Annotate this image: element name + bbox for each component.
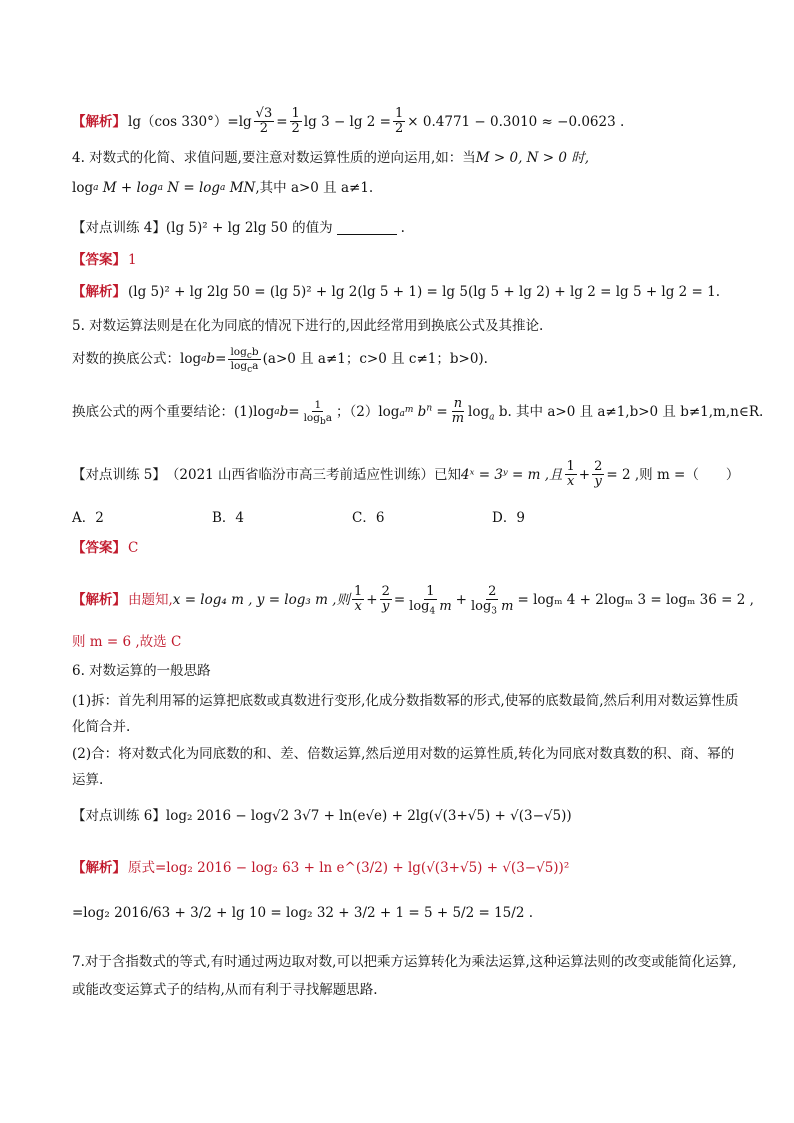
training-6-expr: log₂ 2016 − log√2 3√7 + ln(e√e) + 2lg(√(3+√5) + √(3−√5)) — [165, 808, 572, 824]
training-5-eq: = 2 ,则 m =（ ） — [606, 467, 740, 484]
solution-6-tag: 【解析】 — [72, 860, 126, 876]
section-4-condition: M > 0, N > 0 时, — [475, 150, 590, 166]
training-6 — [72, 808, 744, 824]
option-d: D．9 — [492, 510, 525, 526]
log-text: log — [72, 180, 94, 196]
solution-4-tag: 【解析】 — [72, 284, 126, 300]
formula-part-2: N = log — [167, 180, 221, 196]
solution-6-expr: 原式=log₂ 2016 − log₂ 63 + ln e^(3/2) + lg(√(3+√5) + √(3−√5))² — [128, 860, 570, 876]
training-5: 【对点训练 5】 （2021 山西省临汾市高三考前适应性训练）已知 4ˣ = 3ʸ = m ,且 $\frac{1}{x}$ + $\frac{2}{y}$ = 2 ,则 m =（ ） — [72, 459, 740, 490]
formula-part-3: MN — [229, 180, 256, 196]
fraction-2-over-log3m: $\frac{2}{\log_3 m}$ — [470, 584, 514, 617]
training-4-expr: (lg 5)² + lg 2lg 50 的值为 — [165, 220, 333, 236]
option-c: C．6 — [352, 510, 385, 526]
section-6-item-2: (2)合：将对数式化为同底数的和、差、倍数运算,然后逆用对数的运算性质,转化为同底对数真数的积、商、幂的运算. — [72, 746, 735, 788]
formula-label: 对数的换底公式：log — [72, 351, 202, 368]
fraction-n-over-m: $\frac{n}{m}$ — [451, 396, 465, 427]
training-5-source: （2021 山西省临汾市高三考前适应性训练）已知 — [165, 467, 462, 484]
answer-5-value: C — [128, 540, 139, 556]
formula-note: ,其中 a>0 且 a≠1. — [255, 180, 374, 196]
training-4 — [72, 220, 744, 236]
answer-5 — [72, 540, 744, 556]
answer-4-value: 1 — [128, 252, 137, 268]
section-4-text: 4. 对数式的化简、求值问题,要注意对数运算性质的逆向运用,如：当 — [72, 150, 476, 166]
formula-condition: (a>0 且 a≠1；c>0 且 c≠1；b>0). — [262, 351, 488, 368]
fraction-1-logba: $\frac{1}{\log_ba}$ — [303, 398, 332, 428]
two-conclusions: 换底公式的两个重要结论：(1)log a b = $\frac{1}{\log_ba}$ ；（2）log $a^m$ $b^n$ = $\frac{n}{m}$ $\log_a$ b. 其中 a>0 且 a≠1,b>0 且 b≠1,m,n∈R. — [72, 396, 764, 428]
period: . — [400, 220, 405, 236]
section-4-title — [72, 150, 744, 166]
option-a: A．2 — [72, 510, 104, 526]
solution-4 — [72, 284, 744, 300]
solution-5: 【解析】 由题知, x = log₄ m , y = log₃ m ,则 $\frac{1}{x}$ + $\frac{2}{y}$ = $\frac{1}{\log_4 m}$ + $\frac{2}{\log_3 m}$ = logₘ 4 + 2logₘ 3 = logₘ 36 = 2 , — [72, 584, 754, 617]
conclusion-mid: ；（2）log — [336, 404, 400, 421]
fraction-2-over-y: $\frac{2}{y}$ — [594, 459, 603, 490]
change-of-base-formula: 对数的换底公式：log a b = $\frac{\log_cb}{\log_ca}$ (a>0 且 a≠1；c>0 且 c≠1；b>0). — [72, 346, 488, 375]
fraction-1-over-x: $\frac{1}{x}$ — [566, 459, 575, 490]
fraction-half: $\frac{1}{2}$ — [291, 106, 300, 137]
conclusion-label: 换底公式的两个重要结论：(1)log — [72, 404, 275, 421]
section-7-text: 7.对于含指数式的等式,有时通过两边取对数,可以把乘方运算转化为乘法运算,这种运算法则的改变或能简化运算,或能改变运算式子的结构,从而有利于寻找解题思路. — [72, 954, 737, 998]
training-4-tag: 【对点训练 4】 — [72, 220, 166, 236]
section-4-formula: log a M + log a N = log a MN ,其中 a>0 且 a≠1. — [72, 180, 374, 196]
solution-line-1 — [72, 107, 744, 137]
training-5-expr: 4ˣ = 3ʸ = m ,且 — [461, 467, 563, 484]
solution-5-tag: 【解析】 — [72, 592, 126, 609]
option-b: B．4 — [212, 510, 245, 526]
answer-blank — [337, 222, 397, 235]
solution-expr-end: × 0.4771 − 0.3010 ≈ −0.0623 . — [407, 114, 625, 131]
section-5-title — [72, 318, 744, 334]
fraction-2-over-y-2: $\frac{2}{y}$ — [381, 584, 390, 615]
solution-5-end: = logₘ 4 + 2logₘ 3 = logₘ 36 = 2 , — [517, 592, 754, 609]
options — [72, 506, 632, 526]
solution-6-line-2: =log₂ 2016/63 + 3/2 + lg 10 = log₂ 32 + 3/2 + 1 = 5 + 5/2 = 15/2 . — [72, 905, 533, 921]
solution-6 — [72, 860, 744, 876]
solution-5-expr: x = log₄ m , y = log₃ m ,则 — [172, 592, 350, 609]
solution-4-expr: (lg 5)² + lg 2lg 50 = (lg 5)² + lg 2(lg 5 + 1) = lg 5(lg 5 + lg 2) + lg 2 = lg 5 + lg 2 = 1. — [128, 284, 721, 300]
fraction-1-over-x-2: $\frac{1}{x}$ — [353, 584, 363, 615]
section-5-text: 5. 对数运算法则是在化为同底的情况下进行的,因此经常用到换底公式及其推论. — [72, 318, 544, 334]
fraction-sqrt3-over-2: $\frac{√3}{2}$ — [255, 106, 273, 137]
fraction-logcb-logca: $\frac{\log_cb}{\log_ca}$ — [230, 346, 259, 375]
formula-part: M + log — [102, 180, 158, 196]
answer-4 — [72, 252, 744, 268]
fraction-1-over-log4m: $\frac{1}{\log_4 m}$ — [409, 584, 452, 617]
answer-4-tag: 【答案】 — [72, 252, 126, 268]
conclusion-end: b. 其中 a>0 且 a≠1,b>0 且 b≠1,m,n∈R. — [498, 404, 764, 421]
solution-5-conclusion: 则 m = 6 ,故选 C — [72, 634, 182, 650]
fraction-half-2: $\frac{1}{2}$ — [395, 106, 404, 137]
section-6-title: 6. 对数运算的一般思路 — [72, 663, 211, 679]
solution-expr-mid: lg 3 − lg 2 = — [303, 114, 391, 131]
answer-5-tag: 【答案】 — [72, 540, 126, 556]
solution-5-text: 由题知, — [128, 592, 173, 609]
section-6-item-1: (1)拆：首先利用幂的运算把底数或真数进行变形,化成分数指数幂的形式,使幂的底数最简,然后利用对数运算性质化简合并. — [72, 693, 739, 735]
training-6-tag: 【对点训练 6】 — [72, 808, 166, 824]
training-5-tag: 【对点训练 5】 — [72, 467, 166, 484]
solution-tag: 【解析】 — [72, 114, 126, 131]
equals: = — [276, 114, 288, 131]
solution-expr-head: lg（cos 330°）=lg — [128, 114, 252, 131]
